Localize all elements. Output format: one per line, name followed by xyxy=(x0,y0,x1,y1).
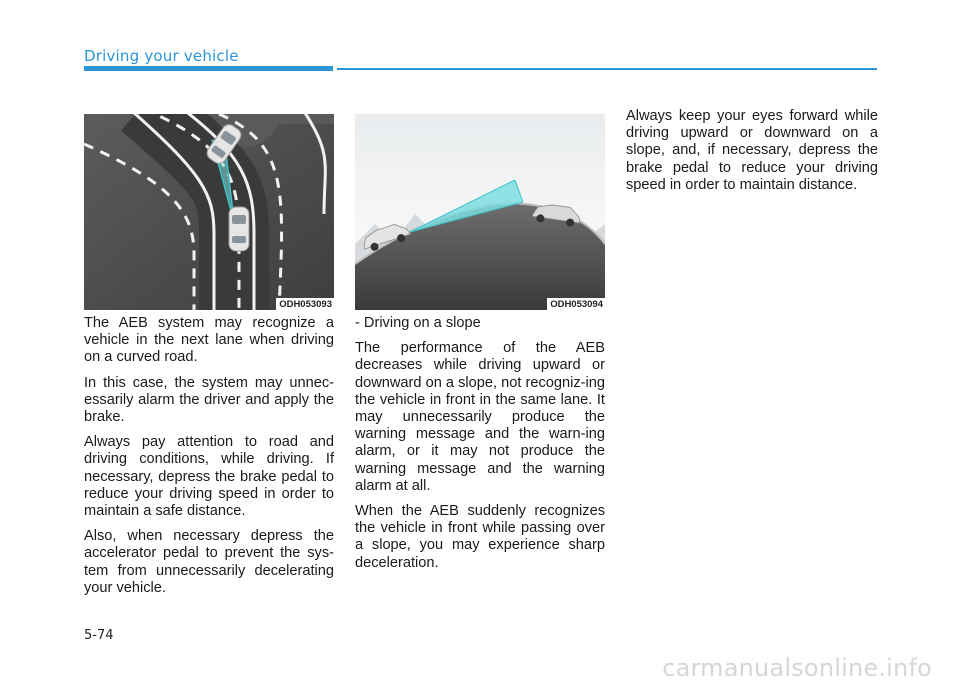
slope-illustration xyxy=(355,114,605,310)
figure-slope xyxy=(355,114,605,310)
paragraph: When the AEB suddenly recognizes the vehicle in front while passing over a slope, you may experience sharp deceleration. xyxy=(355,503,605,571)
text-column-1 xyxy=(84,315,334,605)
section-title: Driving your vehicle xyxy=(84,47,239,65)
text-column-2 xyxy=(355,315,605,580)
figure-code: ODH053094 xyxy=(547,298,605,310)
header-rule-thick xyxy=(84,66,333,71)
figure-code: ODH053093 xyxy=(276,298,334,310)
paragraph: Always pay attention to road and driving conditions, while driving. If necessary, depress the brake pedal to reduce your driving speed in order to maintain a safe distance. xyxy=(84,434,334,520)
page-number: 5-74 xyxy=(84,628,114,643)
curved-road-illustration xyxy=(84,114,334,310)
text-column-3 xyxy=(626,108,878,202)
subheading: - Driving on a slope xyxy=(355,315,481,331)
paragraph: In this case, the system may unnec-essarily alarm the driver and apply the brake. xyxy=(84,374,334,426)
paragraph: Also, when necessary depress the accelerator pedal to prevent the sys-tem from unnecessarily decelerating your vehicle. xyxy=(84,528,334,596)
paragraph: The performance of the AEB decreases while driving upward or downward on a slope, not recogniz-ing the vehicle in front in the same lane. It may unnecessarily produce the warning message and the warn-ing alarm, or it may not produce the warning message and the warning alarm at all. xyxy=(355,340,605,494)
header-rule-thin xyxy=(337,68,877,70)
paragraph: Always keep your eyes forward while driving upward or downward on a slope, and, if necessary, depress the brake pedal to reduce your driving speed in order to maintain distance. xyxy=(626,108,878,193)
paragraph: The AEB system may recognize a vehicle in the next lane when driving on a curved road. xyxy=(84,315,334,366)
figure-curved-road xyxy=(84,114,334,310)
watermark-text: carmanualsonline.info xyxy=(662,654,932,682)
